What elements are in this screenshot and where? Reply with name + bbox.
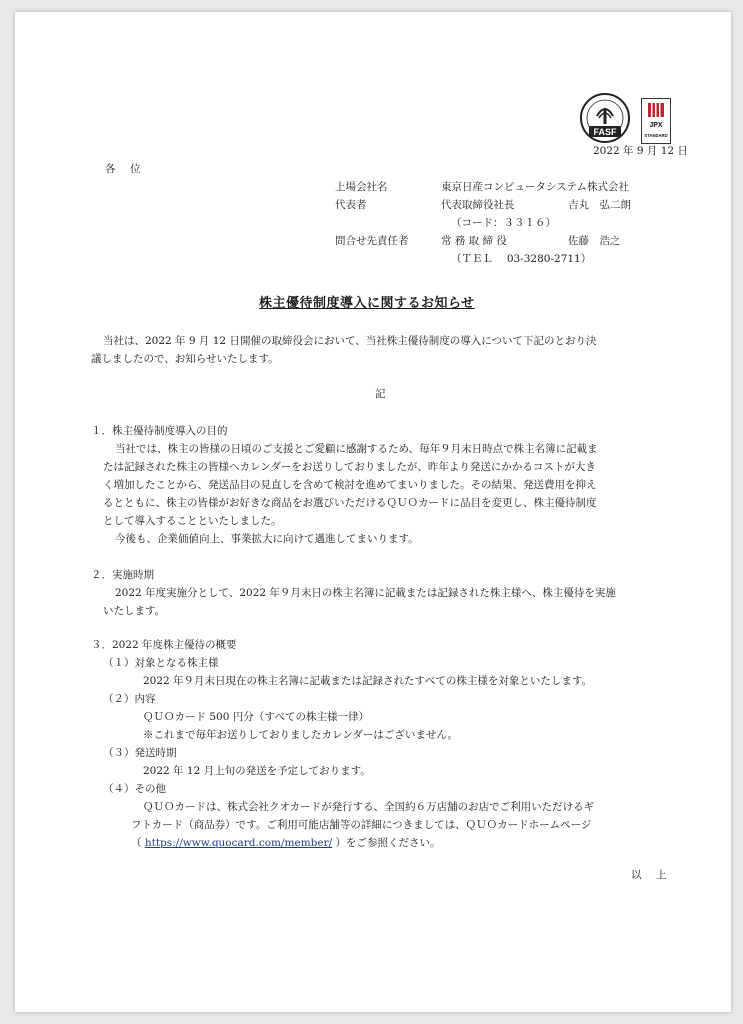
- section3-sub2-line-1: ＱＵＯカード 500 円分（すべての株主様一律）: [143, 711, 370, 723]
- section3-sub3-text: 2022 年 12 月上旬の発送を予定しております。: [143, 765, 371, 777]
- stock-code: （コード：３３１６）: [451, 217, 556, 229]
- svg-text:JPX: JPX: [649, 122, 663, 129]
- quocard-link[interactable]: https://www.quocard.com/member/: [144, 837, 333, 849]
- representative-label: 代表者: [335, 199, 367, 211]
- section1-line-1: 当社では、株主の皆様の日頃のご支援とご愛顧に感謝するため、毎年９月末日時点で株主名簿に記載ま: [115, 443, 598, 455]
- closing-mark: 以 上: [631, 869, 669, 881]
- addressee: 各 位: [105, 163, 143, 175]
- section3-sub4-line-3: [131, 836, 441, 850]
- section3-sub1-text: 2022 年９月末日現在の株主名簿に記載または記録されたすべての株主様を対象といたします。: [143, 675, 593, 687]
- representative-title: 代表取締役社長: [441, 199, 515, 211]
- fasf-logo-icon: [579, 92, 631, 144]
- document-page: [15, 12, 731, 1012]
- document-title: 株主優待制度導入に関するお知らせ: [259, 296, 475, 311]
- section1-heading: １．株主優待制度導入の目的: [91, 425, 228, 437]
- contact-name: 佐藤 浩之: [568, 235, 621, 247]
- document-date: 2022 年 9 月 12 日: [593, 145, 688, 157]
- intro-line-1: 当社は、2022 年 9 月 12 日開催の取締役会において、当社株主優待制度の導入について下記のとおり決: [103, 335, 597, 347]
- paren-open: （: [131, 837, 145, 849]
- svg-text:STANDARD: STANDARD: [644, 133, 668, 138]
- section3-sub2-line-2: ※これまで毎年お送りしておりましたカレンダーはございません。: [143, 729, 458, 741]
- listed-company-name: 東京日産コンピュータシステム株式会社: [441, 181, 629, 193]
- section1-line-3: く増加したことから、発送品目の見直しを含めて検討を進めてまいりました。その結果、発送費用を抑え: [103, 479, 597, 491]
- contact-tel: （ＴＥＬ 03-3280-2711）: [451, 253, 592, 265]
- jpx-standard-logo: [641, 98, 671, 144]
- section2-line-2: いたします。: [103, 605, 166, 617]
- svg-text:FASF: FASF: [593, 127, 617, 137]
- contact-label: 問合せ先責任者: [335, 235, 409, 247]
- section2-line-1: 2022 年度実施分として、2022 年９月末日の株主名簿に記載または記録された株主様へ、株主優待を実施: [115, 587, 616, 599]
- jpx-logo-icon: [642, 99, 670, 143]
- section1-line-4: るとともに、株主の皆様がお好きな商品をお選びいただけるＱＵＯカードに品目を変更し、株主優待制度: [103, 497, 597, 509]
- section3-sub2-heading: （２）内容: [103, 693, 156, 705]
- section3-sub4-heading: （４）その他: [103, 783, 166, 795]
- representative-name: 吉丸 弘二朗: [568, 199, 631, 211]
- section3-sub1-heading: （１）対象となる株主様: [103, 657, 219, 669]
- intro-line-2: 議しましたので、お知らせいたします。: [91, 353, 279, 365]
- contact-title: 常 務 取 締 役: [441, 235, 507, 247]
- section2-heading: ２．実施時期: [91, 569, 154, 581]
- section1-line-2: たは記録された株主の皆様へカレンダーをお送りしておりましたが、昨年より発送にかかるコストが大き: [103, 461, 596, 473]
- section3-heading: ３．2022 年度株主優待の概要: [91, 639, 237, 651]
- section3-sub3-heading: （３）発送時期: [103, 747, 177, 759]
- ki-marker: 記: [375, 388, 386, 400]
- paren-close-text: ）をご参照ください。: [332, 837, 441, 849]
- section1-line-5: として導入することといたしました。: [103, 515, 282, 527]
- section1-line-6: 今後も、企業価値向上、事業拡大に向けて邁進してまいります。: [115, 533, 419, 545]
- listed-company-label: 上場会社名: [335, 181, 388, 193]
- section3-sub4-line-1: ＱＵＯカードは、株式会社クオカードが発行する、全国約６万店舗のお店でご利用いただけるギ: [143, 801, 595, 813]
- section3-sub4-line-2: フトカード（商品券）です。ご利用可能店舗等の詳細につきましては、ＱＵＯカードホームページ: [131, 819, 592, 831]
